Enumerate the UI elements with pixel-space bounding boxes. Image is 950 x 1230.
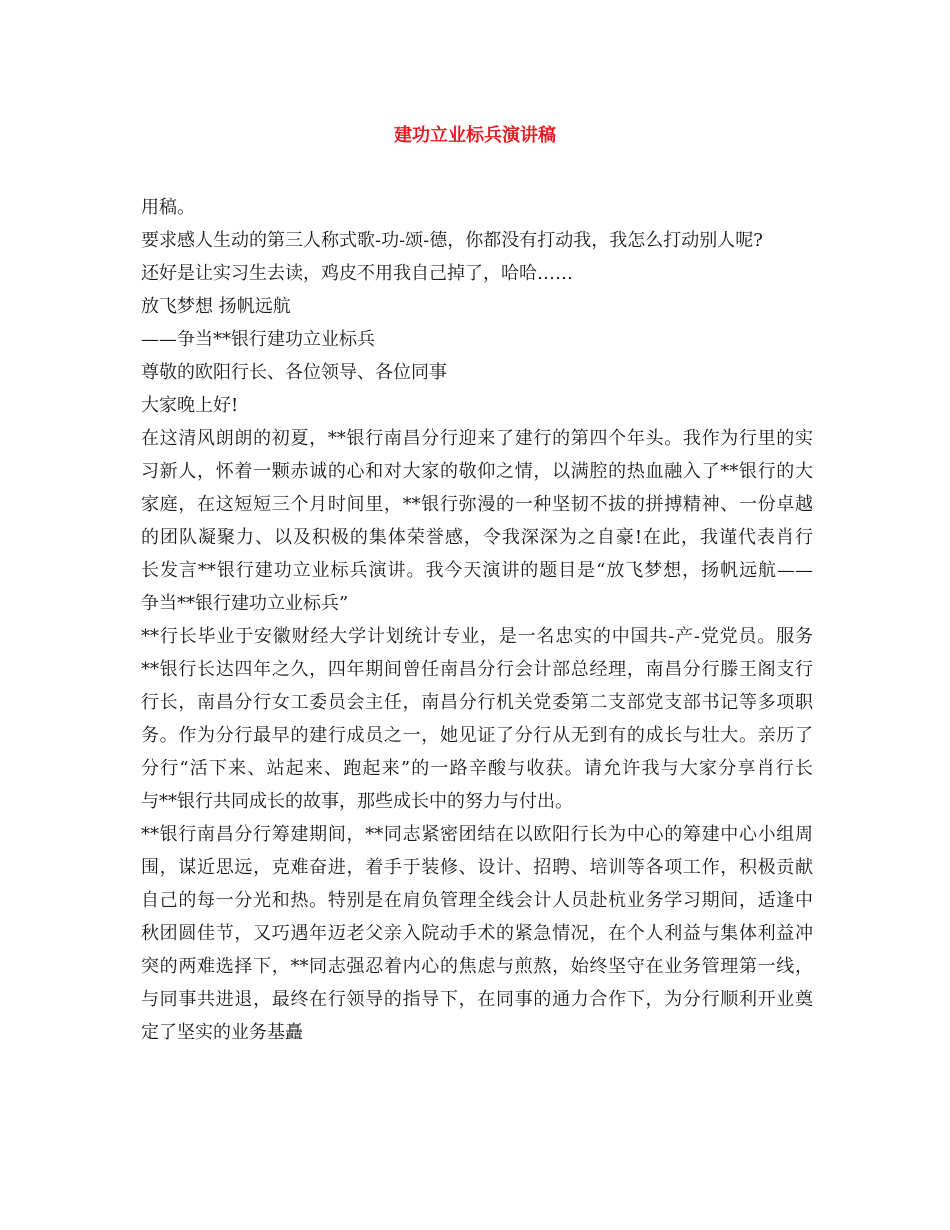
text-line: 争当**银行建功立业标兵” xyxy=(141,593,349,614)
text-line: **银行长达四年之久，四年期间曾任南昌分行会计部总经理，南昌分行滕王阁支行 xyxy=(141,659,813,680)
text-line: 用稿。 xyxy=(141,197,195,218)
text-line: 长发言**银行建功立业标兵演讲。我今天演讲的题目是“放飞梦想，扬帆远航—— xyxy=(141,560,813,581)
text-line: ——争当**银行建功立业标兵 xyxy=(141,329,375,350)
text-line: 还好是让实习生去读，鸡皮不用我自己掉了，哈哈…… xyxy=(141,263,573,284)
text-line: 家庭，在这短短三个月时间里，**银行弥漫的一种坚韧不拔的拼搏精神、一份卓越 xyxy=(141,494,813,515)
text-line: 尊敬的欧阳行长、各位领导、各位同事 xyxy=(141,362,447,383)
text-line: 与**银行共同成长的故事，那些成长中的努力与付出。 xyxy=(141,791,573,812)
text-line: 与同事共进退，最终在行领导的指导下，在同事的通力合作下，为分行顺利开业奠 xyxy=(141,989,813,1010)
text-line: 的团队凝聚力、以及积极的集体荣誉感，令我深深为之自豪!在此，我谨代表肖行 xyxy=(141,527,813,548)
text-line: 围，谋近思远，克难奋进，着手于装修、设计、招聘、培训等各项工作，积极贡献 xyxy=(141,857,813,878)
text-line: 自己的每一分光和热。特别是在肩负管理全线会计人员赴杭业务学习期间，适逢中 xyxy=(141,890,813,911)
document-title: 建功立业标兵演讲稿 xyxy=(394,125,556,146)
text-line: **银行南昌分行筹建期间，**同志紧密团结在以欧阳行长为中心的筹建中心小组周 xyxy=(141,824,813,845)
text-line: 秋团圆佳节，又巧遇年迈老父亲入院动手术的紧急情况，在个人利益与集体利益冲 xyxy=(141,923,813,944)
text-line: 在这清风朗朗的初夏，**银行南昌分行迎来了建行的第四个年头。我作为行里的实 xyxy=(141,428,813,449)
text-line: 习新人，怀着一颗赤诚的心和对大家的敬仰之情，以满腔的热血融入了**银行的大 xyxy=(141,461,813,482)
text-line: 务。作为分行最早的建行成员之一，她见证了分行从无到有的成长与壮大。亲历了 xyxy=(141,725,813,746)
text-line: 大家晚上好! xyxy=(141,395,239,416)
text-line: 定了坚实的业务基矗 xyxy=(141,1022,303,1043)
text-line: **行长毕业于安徽财经大学计划统计专业，是一名忠实的中国共-产-党党员。服务 xyxy=(141,626,813,647)
text-line: 要求感人生动的第三人称式歌-功-颂-德，你都没有打动我，我怎么打动别人呢? xyxy=(141,230,763,251)
document-body xyxy=(141,191,813,1049)
text-line: 突的两难选择下，**同志强忍着内心的焦虑与煎熬，始终坚守在业务管理第一线， xyxy=(141,956,813,977)
text-line: 放飞梦想 扬帆远航 xyxy=(141,296,291,317)
text-line: 行长，南昌分行女工委员会主任，南昌分行机关党委第二支部党支部书记等多项职 xyxy=(141,692,813,713)
text-line: 分行“活下来、站起来、跑起来”的一路辛酸与收获。请允许我与大家分享肖行长 xyxy=(141,758,813,779)
